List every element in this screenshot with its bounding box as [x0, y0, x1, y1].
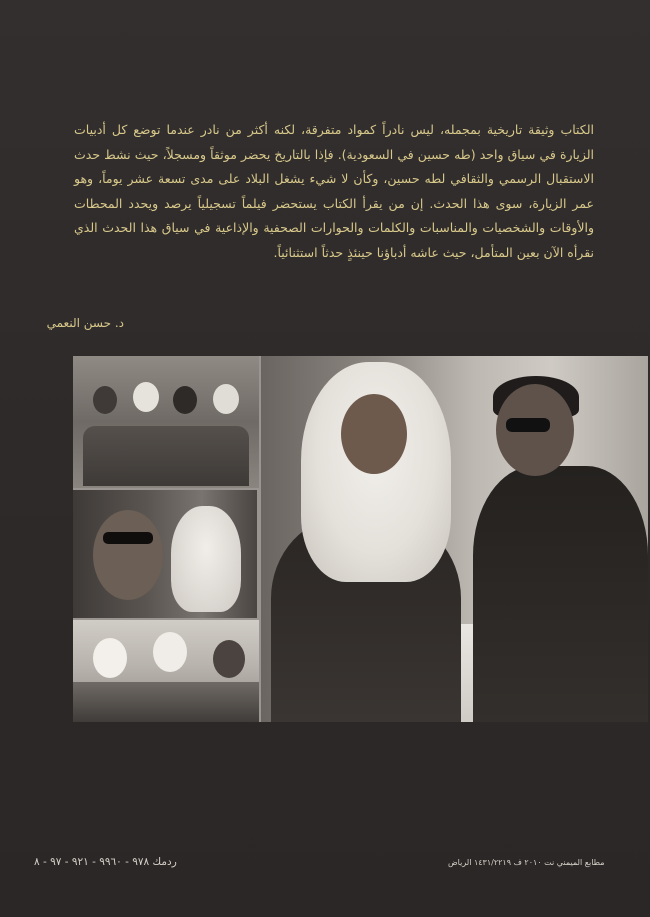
- author-signature: د. حسن النعمي: [46, 316, 124, 330]
- person-figure: [173, 386, 197, 414]
- legal-deposit: مطابع الميمني نت ٢٠١٠ ف ١٤٣١/٢٢١٩ الرياض: [448, 858, 605, 867]
- person-face: [93, 510, 163, 600]
- sunglasses: [506, 418, 550, 432]
- table: [73, 682, 259, 722]
- person-figure: [93, 638, 127, 678]
- person-in-suit: [473, 466, 648, 722]
- meeting-photo: [73, 620, 259, 722]
- person-figure: [153, 632, 187, 672]
- seated-group: [83, 426, 249, 486]
- closeup-photo: [73, 490, 257, 618]
- isbn-number: ردمك ٩٧٨ - ٩٩٦٠ - ٩٢١ - ٩٧ - ٨: [34, 856, 177, 868]
- headdress-figure: [171, 506, 241, 612]
- person-figure: [133, 382, 159, 412]
- person-figure: [93, 386, 117, 414]
- main-photo: [261, 356, 648, 722]
- person-figure: [213, 640, 245, 678]
- person-face: [341, 394, 407, 474]
- sunglasses: [103, 532, 153, 544]
- cover-text-block: [74, 118, 594, 265]
- photo-collage: [73, 356, 648, 722]
- description-paragraph: الكتاب وثيقة تاريخية بمجمله، ليس نادراً كمواد متفرقة، لكنه أكثر من نادر عندما توضع كل أدبيات الزيارة في سياق واحد (طه حسين في السعودية). فإذا بالتاريخ يحضر موثقاً ومسجلاً، حيث نشط حدث الاستقبال الرسمي والثقافي لطه حسين، وكأن لا شيء يشغل البلاد على مدى تسعة عشر يوماً، وهو عمر الزيارة، سوى هذا الحدث. إن من يقرأ الكتاب يستحضر فيلماً تسجيلياً يرصد ويحدد المحطات والأوقات والشخصيات والمناسبات والكلمات والحوارات الصحفية والإذاعية في سياق هذا الحدث الذي نقرأه الآن بعين المتأمل، حيث عاشه أدباؤنا حينئذٍ حدثاً استثنائياً.: [74, 122, 594, 260]
- person-figure: [213, 384, 239, 414]
- group-photo: [73, 356, 259, 488]
